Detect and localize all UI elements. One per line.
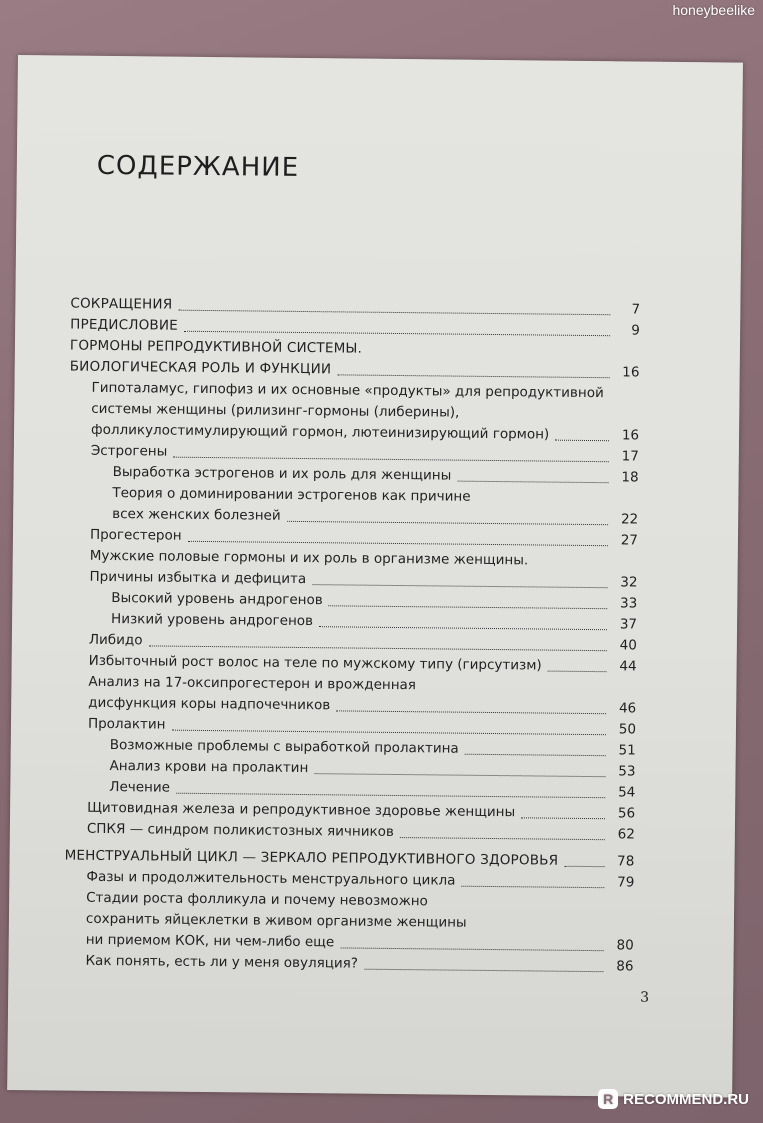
dot-leader: [171, 730, 605, 736]
toc-entry-text: Выработка эстрогенов и их роль для женщины: [112, 464, 452, 484]
toc-entry-text: Стадии роста фолликула и почему невозможно: [86, 889, 428, 910]
toc-entry: [89, 546, 637, 594]
toc-page-number: 27: [620, 532, 639, 549]
dot-leader: [184, 331, 610, 336]
dot-leader: [314, 773, 605, 777]
toc-entry-text: Эстрогены: [90, 442, 168, 460]
toc-entry-text: Высокий уровень андрогенов: [111, 590, 323, 609]
dot-leader: [173, 457, 609, 463]
dot-leader: [364, 969, 603, 973]
toc-page-number: 18: [621, 469, 639, 486]
toc-entry-text: Теория о доминировании эстрогенов как причине: [112, 485, 471, 505]
toc-page-number: 9: [631, 322, 641, 339]
toc-page-number: 62: [617, 826, 635, 843]
page-title: СОДЕРЖАНИЕ: [96, 150, 300, 183]
toc-entry: [85, 951, 633, 978]
toc-page-number: 51: [618, 742, 636, 759]
dot-leader: [319, 626, 607, 630]
toc-entry-text: СОКРАЩЕНИЯ: [70, 295, 173, 313]
toc-entry-text: Возможные проблемы с выработкой пролактина: [109, 736, 459, 757]
toc-entry-text: Либидо: [88, 631, 143, 649]
recommend-logo-icon: R: [598, 1089, 618, 1109]
dot-leader: [178, 310, 610, 316]
toc-entry-text: ГОРМОНЫ РЕПРОДУКТИВНОЙ СИСТЕМЫ.: [69, 337, 363, 357]
toc-page-number: 32: [620, 574, 638, 591]
toc-entry-text: дисфункция коры надпочечников: [88, 694, 331, 714]
toc-entry-text: ПРЕДИСЛОВИЕ: [70, 316, 179, 334]
dot-leader: [555, 440, 609, 442]
toc-entry: [87, 819, 635, 846]
toc-entry-text: Прогестерон: [89, 526, 182, 544]
dot-leader: [521, 817, 605, 819]
dot-leader: [548, 671, 607, 673]
toc-entry-text: всех женских болезней: [112, 506, 281, 524]
toc-entry: [112, 483, 638, 531]
dot-leader: [148, 645, 606, 651]
toc-entry-row: [85, 951, 633, 978]
toc-entry: [88, 672, 636, 720]
watermark-username: honeybeelike: [672, 2, 755, 18]
toc-entry-text: Избыточный рост волос на теле по мужскому типу (гирсутизм): [88, 652, 542, 674]
toc-page-number: 86: [616, 958, 634, 975]
toc-page-number: 16: [622, 364, 640, 381]
watermark-recommend: [598, 1089, 749, 1109]
toc-entry-text: Низкий уровень андрогенов: [111, 611, 314, 630]
toc-page-number: 22: [620, 511, 639, 528]
toc-entry-text: БИОЛОГИЧЕСКАЯ РОЛЬ И ФУНКЦИИ: [69, 358, 332, 378]
toc-page-number: 54: [618, 784, 636, 801]
toc-entry-text: Как понять, есть ли у меня овуляция?: [85, 952, 359, 972]
toc-entry-text: Анализ крови на пролактин: [109, 757, 309, 777]
toc-page-number: 40: [619, 637, 637, 654]
toc-entry: [86, 888, 635, 957]
dot-leader: [312, 584, 607, 588]
dot-leader: [461, 886, 604, 888]
dot-leader: [329, 605, 608, 609]
dot-leader: [457, 481, 608, 484]
toc-entry-text: Фазы и продолжительность менструального цикла: [86, 868, 456, 889]
toc-entry-text: Гипоталамус, гипофиз и их основные «продукты» для репродуктивной: [91, 379, 604, 402]
toc-entry: [91, 378, 640, 447]
toc-entry-text: сохранить яйцеклетки в живом организме женщины: [85, 910, 467, 931]
toc-page-number: 46: [618, 700, 637, 717]
toc-entry-text: Анализ на 17-оксипрогестерон и врожденная: [88, 673, 417, 694]
toc-page-number: 44: [619, 658, 637, 675]
dot-leader: [176, 793, 605, 798]
toc-page-number: 78: [616, 853, 635, 870]
toc-page-number: 79: [617, 874, 635, 891]
dot-leader: [400, 837, 605, 840]
toc-entry-row: [87, 819, 635, 846]
toc-entry-text: МЕНСТРУАЛЬНЫЙ ЦИКЛ — ЗЕРКАЛО РЕПРОДУКТИВНОГО ЗДОРОВЬЯ: [64, 847, 559, 869]
toc-entry-text: Пролактин: [87, 715, 166, 733]
toc-entry-text: СПКЯ — синдром поликистозных яичников: [86, 820, 395, 840]
toc-entry-text: Мужские половые гормоны и их роль в организме женщины.: [89, 547, 529, 569]
toc-page-number: 17: [621, 448, 639, 465]
dot-leader: [564, 866, 604, 867]
dot-leader: [465, 754, 606, 756]
dot-leader: [188, 541, 608, 546]
toc-entry-text: системы женщины (рилизинг-гормоны (либерины),: [91, 400, 460, 421]
toc-entry-text: Причины избытка и дефицита: [89, 568, 307, 588]
toc-page-number: 80: [616, 937, 634, 954]
toc-entry-text: Щитовидная железа и репродуктивное здоровье женщины: [87, 799, 516, 821]
toc-page-number: 33: [620, 595, 638, 612]
toc-entry-text: ни приемом КОК, ни чем-либо еще: [85, 931, 335, 951]
toc-page-number: 16: [621, 427, 640, 444]
dot-leader: [340, 947, 603, 951]
toc-page-number: 37: [619, 616, 638, 633]
book-page: [7, 55, 743, 1098]
dot-leader: [336, 710, 606, 714]
watermark-site-text: RECOMMEND.RU: [623, 1090, 749, 1108]
toc-entry-text: Лечение: [109, 778, 171, 796]
toc-page-number: 56: [617, 805, 636, 822]
page-number: 3: [640, 989, 650, 1006]
toc-page-number: 53: [618, 763, 636, 780]
toc-entry-text: фолликулостимулирующий гормон, лютеинизирующий гормон): [90, 421, 550, 443]
toc-page-number: 50: [618, 721, 637, 738]
toc-page-number: 7: [631, 301, 641, 318]
toc-entry: [70, 336, 640, 384]
dot-leader: [337, 374, 609, 378]
dot-leader: [287, 521, 608, 525]
table-of-contents: [63, 294, 640, 978]
